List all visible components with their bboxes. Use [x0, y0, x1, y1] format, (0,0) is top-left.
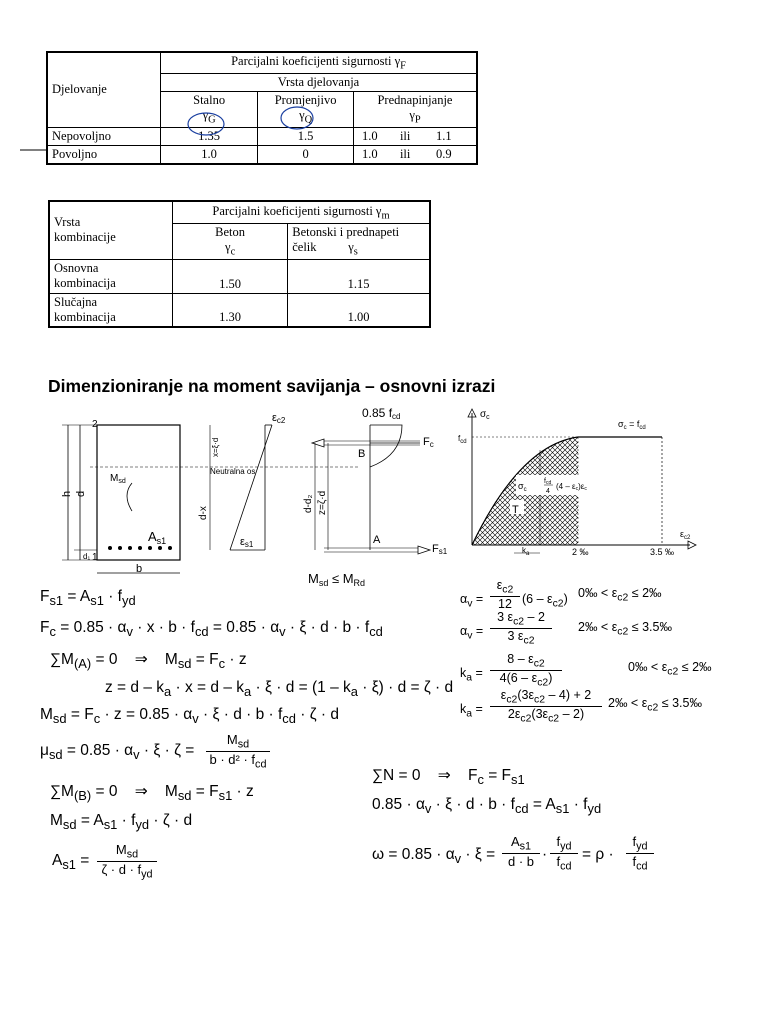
rebar-dots [108, 546, 172, 550]
table-row: Nepovoljno 1.35 1.5 1.0 ili 1.1 [47, 127, 477, 145]
svg-text:ka: $k_a$ [522, 546, 530, 557]
svg-text:2: 2 [92, 419, 98, 430]
eq-mu-fraction: $M_{sd}$ $b \cdot d^2 \cdot f_{cd}$ [206, 732, 270, 770]
eq-alpha-2: $\alpha_v$ = [460, 624, 484, 642]
section-heading: Dimenzioniranje na moment savijanja – osnovni izrazi [48, 376, 496, 396]
svg-text:fcd: $f_{cd}$ [458, 434, 467, 445]
svg-text:σc: $\sigma_c$ [480, 409, 490, 421]
svg-text:z=ζ·d: z=ζ·d [317, 490, 328, 515]
svg-text:εs1: εs1 [240, 536, 254, 549]
header-action-type: Vrsta djelovanja [160, 73, 477, 91]
svg-text:fcd: fcd [544, 478, 552, 486]
eq-as1-fraction: $M_{sd}$ $\zeta \cdot d \cdot f_{yd}$ [97, 842, 157, 880]
svg-text:σc: $\sigma_c$ [518, 481, 527, 493]
eq-ka-2-fraction: $\varepsilon_{c2}(3\varepsilon_{c2} - 4) + 2$ $2\varepsilon_{c2}(3\varepsilon_{c2} - 2)$ [490, 688, 602, 724]
stress-strain-graph [450, 405, 710, 560]
eq-alpha-2-cond: 2‰ < $\varepsilon_{c2}$ ≤ 3.5‰ [578, 620, 672, 638]
svg-text:Fc: Fc [423, 436, 434, 449]
eq-omega-frac1: $A_{s1}$ d · b [502, 834, 540, 869]
eq-sum-n: ∑N = 0 ⇒ $F_c = F_{s1}$ [372, 767, 525, 788]
eq-moment-a: $\sum M_{(A)} = 0$ ⇒ $M_{sd} = F_c \cdot z$ [50, 651, 247, 672]
table-row: Slučajna kombinacija 1.30 1.00 [49, 293, 430, 327]
eq-omega-frac3: $f_{yd}$ $f_{cd}$ [626, 834, 654, 872]
svg-text:Fs1: Fs1 [432, 543, 448, 556]
eq-msd: $M_{sd} = F_c \cdot z = 0.85 \cdot \alpha_v \cdot \xi \cdot d \cdot b \cdot f_{cd} \cdot \zeta \cdot d$ [40, 706, 339, 727]
svg-text:εc2: εc2 [272, 412, 286, 425]
eq-ka-1-cond: 0‰ < $\varepsilon_{c2}$ ≤ 2‰ [628, 660, 712, 678]
eq-omega-rho: = ρ · [582, 846, 614, 863]
eq-equilibrium: $0.85 \cdot \alpha_v \cdot \xi \cdot d \cdot b \cdot f_{cd} = A_{s1} \cdot f_{yd}$ [372, 796, 602, 817]
eq-moment-b: $\sum M_{(B)} = 0$ ⇒ $M_{sd} = F_{s1} \cdot z$ [50, 783, 254, 804]
eq-omega-frac2: $f_{yd}$ $f_{cd}$ [550, 834, 578, 872]
eq-ka-1-fraction: $8 - \varepsilon_{c2}$ $4(6 - \varepsilon_{c2})$ [490, 652, 562, 688]
svg-text:σc = fcd: $\sigma_c = f_{cd}$ [618, 419, 646, 431]
cross-section-diagram [40, 405, 460, 590]
eq-alpha-1: $\alpha_v$ = [460, 592, 484, 610]
col-action-header: Djelovanje [47, 52, 160, 127]
col-combination-header: Vrsta kombinacije [49, 201, 172, 259]
eq-msd-as1: $M_{sd} = A_{s1} \cdot f_{yd} \cdot \zeta \cdot d$ [50, 812, 193, 833]
handwritten-circles [0, 0, 768, 200]
svg-text:d: d [75, 490, 87, 497]
col-steel: Betonski i prednapeti čelik $\gamma_s$ [288, 223, 430, 259]
svg-text:Msd ≤ MRd: $M_{sd} \le M_{Rd}$ [308, 571, 366, 588]
col-beton: Beton $\gamma_c$ [172, 223, 287, 259]
svg-text:d-x: d-x [198, 506, 209, 520]
svg-text:Msd: $M_{sd}$ [110, 473, 126, 485]
eq-z: $z = d - k_a \cdot x = d - k_a \cdot \xi \cdot d = (1 - k_a \cdot \xi) \cdot d = \zeta \cdot d$ [105, 679, 454, 700]
svg-text:εc2: $\varepsilon_{c2}$ [680, 529, 691, 541]
svg-text:1: 1 [92, 552, 98, 563]
eq-ka-1: $k_a$ = [460, 666, 483, 684]
svg-text:4: 4 [546, 488, 550, 495]
svg-text:3.5 ‰: 3.5 ‰ [650, 547, 675, 557]
svg-text:A: A [373, 534, 381, 546]
table-row: Povoljno 1.0 0 1.0 ili 0.9 [47, 145, 477, 164]
svg-text:d₁: d₁ [83, 552, 91, 561]
eq-fs1: $F_{s1} = A_{s1} \cdot f_{yd}$ [40, 588, 136, 609]
partial-factors-materials-table [48, 200, 431, 328]
eq-fc: $F_c = 0.85 \cdot \alpha_v \cdot x \cdot b \cdot f_{cd} = 0.85 \cdot \alpha_v \cdot \xi \cdot d \cdot b \cdot f_{cd}$ [40, 619, 383, 640]
eq-as1: $A_{s1}$ = [52, 852, 90, 873]
col-prednapinjanje: Prednapinjanje $\gamma_P$ [353, 91, 477, 127]
table-row: Osnovna kombinacija 1.50 1.15 [49, 259, 430, 293]
eq-alpha-2-fraction: 3 $\varepsilon_{c2} - 2$ 3 $\varepsilon_{c2}$ [490, 610, 552, 646]
svg-text:T: T [512, 504, 519, 516]
svg-text:2 ‰: 2 ‰ [572, 547, 589, 557]
eq-ka-2: $k_a$ = [460, 702, 483, 720]
eq-alpha-1-rest: $(6 - \varepsilon_{c2})$ [522, 592, 568, 610]
header-partial-factors: Parcijalni koeficijenti sigurnosti $\gamma_F$ [160, 52, 477, 73]
svg-text:h: h [61, 490, 73, 497]
eq-alpha-1-fraction: $\varepsilon_{c2}$ 12 [490, 578, 520, 611]
col-stalno: Stalno $\gamma_G$ [160, 91, 257, 127]
svg-text:d-d₂: d-d₂ [303, 494, 314, 513]
eq-omega: $\omega = 0.85 \cdot \alpha_v \cdot \xi$ = [372, 846, 496, 867]
col-promjenjivo: Promjenjivo $\gamma_Q$ [258, 91, 354, 127]
eq-ka-2-cond: 2‰ < $\varepsilon_{c2}$ ≤ 3.5‰ [608, 696, 702, 714]
svg-text:b: b [136, 563, 143, 575]
header-partial-factors-m: Parcijalni koeficijenti sigurnosti $\gamma_m$ [172, 201, 430, 223]
eq-mu: $\mu_{sd} = 0.85 \cdot \alpha_v \cdot \xi \cdot \zeta$ = [40, 742, 195, 763]
svg-text:(4 – εc)εc: (4 – εc)εc [556, 482, 587, 492]
eq-alpha-1-cond: 0‰ < $\varepsilon_{c2}$ ≤ 2‰ [578, 586, 662, 604]
svg-text:As1: $A_{s1}$ [148, 529, 167, 546]
svg-text:0.85 fcd: 0.85 fcd [362, 406, 401, 421]
svg-text:B: B [358, 448, 366, 460]
svg-text:x=ξ·d: x=ξ·d [211, 437, 220, 457]
svg-text:Neutralna os: Neutralna os [210, 467, 256, 476]
